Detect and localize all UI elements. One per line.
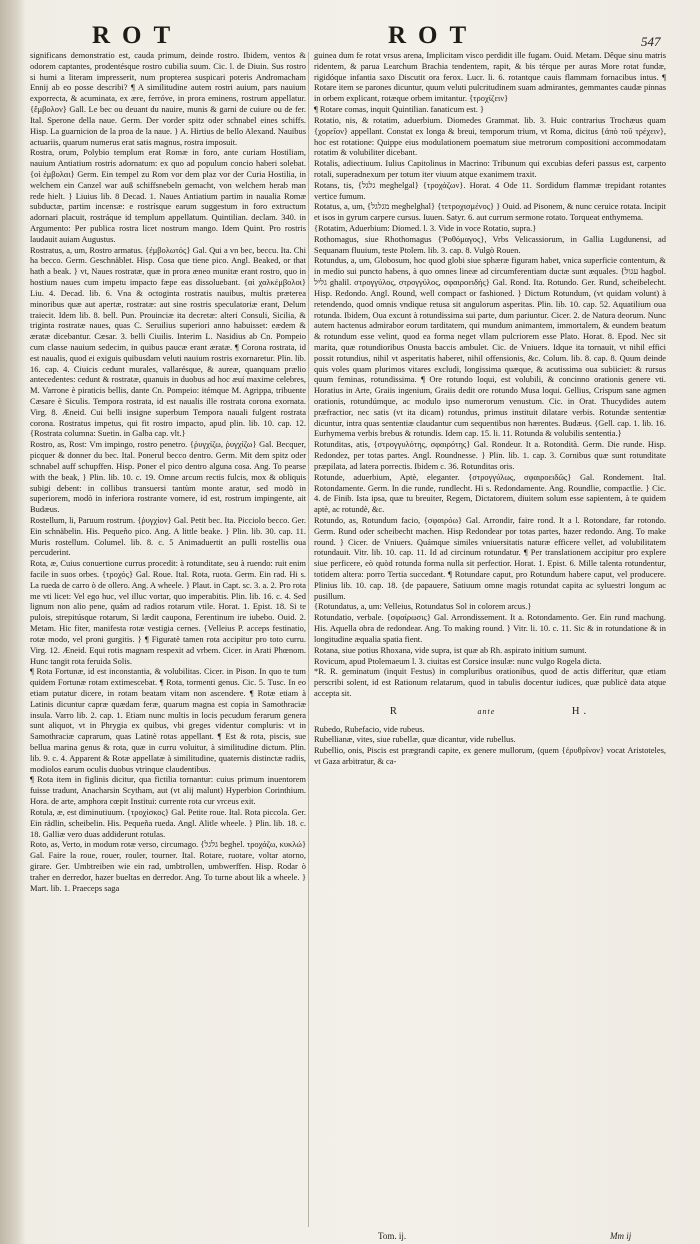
signature-mark: Mm ij (610, 1231, 632, 1241)
entry-rotunditas: Rotunditas, atis, {στρογγυλότης, σφαιρότης} Gal. Rondeur. It a. Rotondità. Germ. Die runde. Hisp. Redondez, per totas partes. Angl. Roundnesse. } Plin. lib. 1. cap. 3. Cornibus quæ sunt rotunditate præpilata, ad latera porrectis. Ibidem c. 36. Rotunditas oris. (314, 439, 666, 471)
entry-rotana: Rotana, siue potius Rhoxana, vide supra, ist quæ ab Rh. aspirato initium sumunt. (314, 644, 587, 655)
entry-rubellio: Rubellio, onis, Piscis est prægrandi capite, ex genere mullorum, (quem {ἐρυθρῖνον} vocat Aristoteles, vt Gaza arbitratur, & ca- (314, 745, 666, 766)
volume-label: Tom. ij. (378, 1231, 407, 1241)
entry-rotatus: Rotatus, a, um, {מגלגל meghelghal} {τετροχισμένος} } Ouid. ad Pisonem, & nunc ceruice rotata. Incipit et isos in gyrum carpere cursus. Iuuen. Satyr. 6. aut currum sermone rotato. Torqueat enthymema. (314, 201, 666, 223)
entry-rostellum: Rostellum, li, Paruum rostrum. {ῥυγχίον} Gal. Petit bec. Ita. Picciolo becco. Ger. Ein schnäbelin. His. Pequeño pico. Ang. A little beake. } Plin. lib. 30. cap. 11. Muris rostellum. Columel. lib. 8. c. 5 Animaduertit an pulli rostellis oua percuderint. (30, 514, 306, 558)
entry-rovicum: Rovicum, apud Ptolemaeum l. 3. ciuitas est Corsice insulæ: nunc vulgo Rogela dicta. (314, 655, 602, 666)
entry-rota-fortunae: ¶ Rota Fortunæ, id est inconstantia, & volubilitas. Cicer. in Pison. In quo te tum quidem Fortunæ rotam extimescebat. ¶ Rota, tormenti genus. Cic. 5. Tusc. In eo etiam putatur dicere, in rotam beatam vitam non ascendere. ¶ Rotæ etiam à Latinis dicuntur capræ quædam feræ, quarum magna est copia in Samothraciæ insula. Varro lib. 2. cap. 1. Etiam nunc multis in locis pecudum ferarum genera sunt aliquot, vt in Phrygia ex quibus, vbi greges videntur compluris: vt in Samothraciæ caprarum, quas Latinè rotas appellant. ¶ Est & rota, piscis, sue bellua marina genus & rota, quæ in curru voluitur, à similitudine dictum. Plin. lib. 9. c. 4. Apparent & Rotæ appellatæ à similitudine, quaternis distinctæ radiis, modiolos earum oculis duobus vtrinque claudentibus. (30, 666, 306, 774)
section-heading (314, 707, 666, 718)
section-heading-left: R (389, 705, 401, 717)
entry-rotunde: Rotunde, aduerbium, Aptè, eleganter. {στρογγύλως, σφαιροειδῶς} Gal. Rondement. Ital. Rotondamente. Germ. In die runde, rundlecht. Hi s. Redondamente. Ang. Roundlie, compactlie. } Cic. 4. de Finib. Ista ipsa, quæ tu breuiter, Regem, Dictatorem, diuitem solum esse sapientem, à te quidem aptè, ac rotundè, &c. (314, 471, 666, 515)
entry-roto-cont: guinea dum fe rotat vrsus arena, Implicitam visco perdidit ille fugam. Ouid. Metam. Dêque sinu matris ridentem, & parua Learchum Brachia tendentem, rapit, & bis térque per auras More rotat fundæ, rigidóque infantia saxo Discutit ora ferox. Lucr. li. 6. rotantque cauis flammam fornacibus intus. ¶ Rotare item se parones dicuntur, quum veluti pulcritudinem suam admirantes, gemmantes caudæ pinnas in orbem explicant, rotæque orbem imitantur. {τροχίζειν} (314, 50, 666, 104)
entry-rostratus: Rostratus, a, um, Rostro armatus. {ἐμβολωτός} Gal. Qui a vn bec, beccu. Ita. Chi ha becco. Germ. Geschnäblet. Hisp. Cosa que tiene pico. Angl. Beaked, or that hath a beak. } vt, Naues rostratæ, quæ in prora æneo munitæ erant rostro, quo in hostium naues cum impetu impacto fæpe eas dissoluebant. {αἱ χαλκέμβολοι} Liu. 4. Decad. lib. 6. Vna & octoginta rostratis nauibus, multis præterea minoribus quæ aut apertæ, rostratæ: aut sine rostris speculatoriæ erant, Delum traiecit. Idem lib. 8. bell. Pun. Prouinciæ ita decretæ: alteri Consuli, Sicilia, & triginta rostratæ naues, quas C. Seruilius superiori anno habuisset: eædem & æratæ dicebantur. Cæsar. 3. belli Ciuilis. Interim L. Nasidius ab Cn. Pompeio cum classe nauium sedecim, in quibus paucæ erant æratæ. ¶ Corona rostrata, id est naualis, quod ei exiguis quibusdam veluti nauium rostris exornaretur. Plin. lib. 16. cap. 4. Ciuicis cedunt murales, vallarésque, & aureæ, quanquam prælio antecedentes: cedunt & rostratæ, quanuis in duobus ad hoc æuí maxime celebres, M. Varrone è piraticis bellis, dante Cn. Pompeio: itémque M. Agrippa, tribuente Cæsare è Siculis. Tempora rostrata, id est naualis ille rostrata corona exornata. Virg. 8. Æneid. Cui belli insigne superbum Tempora nauali fulgent rostrata corona. Rostratus impetus, qui fit rostro impacto, apud plin. lib. 10. cap. 12. {Rostrata columna: Suetin. in Galba cap. vlt.} (30, 244, 306, 439)
left-column (30, 50, 306, 1234)
entry-rota: Rota, æ, Cuius conuertione currus procedit: à rotunditate, seu à ruendo: ruit enim facile in suos orbes. {τροχός} Gal. Roue. Ital. Rota, ruota. Germ. Ein rad. Hi s. La rueda de carro ò de ollero. Ang. A wheele. } Plaut. in Capt. sc. 3. a. 2. Pro rota me vti licet: Vel ego huc, vel illuc vortar, quo imperabitis. Plin. lib. 16. c. 4. Sed lignum non alio pene, quám ad radios rotarum vtile. Horat. 1. Epist. 18. Si te pulois, strepitúsque rotarum, Si lædit caupona, Ferentinum ire iubebo. Ouid. 2. Metam. Hic fiter, manifesta rotæ vestigia cernes. {Velleius P. acceps festinatio, rotæ modo, vel proni gurgitis. } ¶ Figuratè tamen rota accipitur pro toto curru. Virg. 12. Æneid. Equi rotis magnam respexit ad vrbem. Cicer. in Arati Phœnom. Hunc tangit rota feruida Solis. (30, 558, 306, 666)
entry-rostro: Rostro, as, Rost: Vm impingo, rostro penetro. {ῥυγχίζω, ῥυγχίζω} Gal. Becquer, picquer & donner du bec. Ital. Ponerul becco dentro. Germ. Mit dem spitz oder schnabel auff schupffen. Hisp. Poner el pico dentro alguna cosa. Ang. To pearse with the beak, } Plin. lib. 10. c. 19. Omne arcum rectis fulcis, mox & obliquis subigi debent: in collibus transuersi tantùm monte aratur, sed modò in superiorem, modò in inferiora rostrante vomere, id est, rostrum impingente, ait Budæus. (30, 439, 306, 515)
running-head-right: ROT (388, 22, 479, 49)
section-heading-middle: ante (477, 706, 496, 716)
entry-rr: *R. R. geminatum (inquit Festus) in compluribus orationibus, quod de actis differitur, quæ etiam perscribi solent, id est Rationum relatarum, quod in tabulis docentur iudices, quæ publicè data atque accepta sit. (314, 666, 666, 698)
entry-rubellianae: Rubellianæ, vites, siue rubellæ, quæ dicantur, vide rubellus. (314, 734, 516, 745)
entry-rubedo: Rubedo, Rubefacio, vide rubeus. (314, 723, 425, 734)
page-number: 547 (641, 34, 661, 49)
entry-rotundatio: Rotundatio, verbale. {σφαίρωσις} Gal. Arrondissement. It a. Rotondamento. Ger. Ein rund machung. His. Aquella obra de redondear. Ang. To making round. } Vitr. li. 10. c. 11. Sic & in rotundatione & in longitudine æqualia spatia fient. (314, 612, 666, 644)
entry-rotundo: Rotundo, as, Rotundum facio, {σφαιρόω} Gal. Arrondir, faire rond. It a l. Rotondare, far rotondo. Germ. Rund oder scheibecht machen. Hisp Redondear por totas partes, hazer redondo. Ang. To make round. } Cicer. de Vniuers. Quámque similes vniuersitatis naturæ efficere vellet, ad volubilitatem rotundauit. Vitr. lib. 10. cap. 11. Id ad circinum rotundatur. ¶ Per translationem accipitur pro explere siue perficere, eò quòd rotunda forma nulla sit perfectior. Horat. 1. Epist. 6. Mille talenta rotundentur, totidem altera: porro Tertia succedant. ¶ Rotundare caput, pro Rotundum habere caput, vel producere. Plinius lib. 10. cap. 18. {de papauere, Satiuum omne magis rotundat capita ac syluestri longum ac pusillum. (314, 514, 666, 601)
entry-rostra: Rostra, orum, Polybio templum erat Romæ in foro, ante curiam Hostiliam, nauium Antiatium rostris adornatum: ex quo ad populum concio haberi solebat. {οἱ ἐμβολαι} Germ. Ein tempel zu Rom vor dem plaz vor der Curia Hostilia, in welchem ein Canzel war auß schiffsnebeln gemacht, von welchem herab man rede hielt. } Liuius lib. 8 Decad. 1. Naues Antiatium partim in naualia Romæ subductæ, partim incensæ: e rostrísque earum suggestum in foro extructum adornari placuit, rostráque id templum appellatum. Quintilian. declam. 340. in Argumento: Per publica rostra licet nostrum mango. Idem Quint. Pro rostris laudauit auiam Augustus. (30, 147, 306, 244)
column-divider (308, 52, 309, 1227)
entry-rotula: Rotula, æ, est diminutiuum. {τροχίσκος} Gal. Petite roue. Ital. Rota piccola. Ger. Ein rädlin, scheibelin. His. Pequeña rueda. Angl. Alitle wheele. } Plin. lib. 18. c. 18. Galliæ vero duas addiderunt rotulas. (30, 806, 306, 839)
entry-roto: Roto, as, Verto, in modum rotæ verso, circumago. {גלגל beghel. τροχάζω, κυκλώ} Gal. Faire la roue, rouer, rouler, tourner. Ital. Rotare, ruotare, voltar atorno, girare. Ger. Umbtreiben wie ein rad, umbtrollen, umbwerffen. Hisp. Rodar ò traher en derredor, hazer bueltas en derredor. Ang. To turne about lik a wheele. } Mart. lib. 1. Praeceps saga (30, 839, 306, 893)
binding-gutter (0, 0, 26, 1244)
entry-rota-figlinis: ¶ Rota item in figlinis dicitur, qua fictilia tornantur: cuius primum inuentorem fuisse tradunt, Anacharsin Scytham, aut (vt alij malunt) Hyperbion Corinthium. Hora. de arte, amphora cœpit Institui: currente rota cur vrceus exit. (30, 774, 306, 807)
right-column (314, 50, 666, 1230)
entry-rotalis: Rotalis, adiectiuum. Iulius Capitolinus in Macrino: Tribunum qui excubias deferi passus est, carpento rotali, superadnexum per totum iter viuum atque exanimem traxit. (314, 158, 666, 179)
entry-rotare-comas: ¶ Rotare comas, inquit Quintilian. fanaticum est. } (314, 104, 485, 115)
running-head-left: ROT (92, 22, 183, 49)
entry-rotans: Rotans, tis, {גלגל meghelgal} {τροχάζων}. Horat. 4 Ode 11. Sordidum flammæ trepidant rotantes vertice fumum. (314, 179, 666, 201)
entry-rotatio: Rotatio, nis, & rotatim, aduerbium. Diomedes Grammat. lib. 3. Huic contrarius Trochæus quam {χορεῖον} appellant. Constat ex longa & breui, temporum trium, vt Roma, dicitus {ἀπὸ τοῦ τρέχειν}, hoc est rotatione: Quippe eius modulationem poematum siue metrorum compositioni accommodatam rotatim & volubiliter dicebant. (314, 114, 666, 158)
entry-rothomagus: Rothomagus, siue Rhothomagus {Ῥοθόμαγος}, Vrbs Velicassiorum, in Gallia Lugdunensi, ad Sequanam fluuium, teste Ptolem. lib. 3. cap. 8. Vulgò Rouen. (314, 233, 666, 255)
entry-rotatim: {Rotatim, Aduerbium: Diomed. l. 3. Vide in voce Rotatio, supra.} (314, 223, 537, 233)
entry-rostrum-cont: significans demonstratio est, cauda primum, deinde rostro. Ibidem, ventos & odorem captantes, prodentésque rostro cubilia suum. Cic. l. de Diuin. Sus rostro si humi a literam impresserit, num propterea suspicari poteris Andromacham Ennij ab eo posse describi? ¶ A similitudine autem rostri auium, pars nauium exporrecta, & acuminata, ex ære, ferróve, in prora eminens, rostrum appellatur. {ἔμβολον} Gall. Le bec ou deuant du nauire, munis & garni de cuiure ou de fer. Ital. Sperone della naue. Germ. Der vorder spitz oder schnabel eines schiffs. Hisp. La guarnicion de la proa de la naue. } A. Hirtius de bello Alexand. Nauibus actuariis, quarum numerus erat satis magnus, rostra imposuit. (30, 50, 306, 147)
entry-rotundatus: {Rotundatus, a, um: Velleius, Rotundatus Sol in colorem arcus.} (314, 601, 532, 612)
section-heading-right: H. (571, 705, 591, 717)
entry-rotundus: Rotundus, a, um, Globosum, hoc quod globi siue sphæræ figuram habet, vnica superficie contentum, & in medio sui puncto habens, à quo omnes lineæ ad circumferentiam ductæ sunt æquales. {עגול hagbol. גליל ghalil. στρογγύλος, στρογγύλος, σφαιροειδής} Gal. Rond. Ita. Rotundo. Ger. Rund, scheibelecht. Hisp. Redondo. Angl. Round, well compact or fashioned. } Dictum Rotundum, (vt quidam volunt) à retendendo, quod omnis vndique retusa sit angulorum asperitas. Plin. lib. 10. cap. 52. Aquatilium oua rotunda. Ibidem, Oua excunt à rotundissima sui parte, dum pariuntur. Cicer. 2. de Natura deorum. Nunc autem hactenus admirabor eorum tarditatem, qui mundum animantem, immortalem, & eundem beatum & rotundum esse velint, quod ea forma neget vllam pulcriorem esse Plato. Horat. 8. Epod. Nec sit marita, quæ rotundioribus Onusta baccis ambulet. Cic. de Vniuers. Idque ita tornauit, vt nihil effici possit rotundius, nihil vt asperitatis haberet, nihil offensionis, &c. Colum. lib. 8. cap. 8. Quum deinde quis voles quam plurimos vitares excludi, longissima quæque, & acutissima oua subiiciet: & rursus quum feminas, rotundissima. ¶ Ore rotundo loqui, est volubili, & concinno orationis genere vti. Horatius in Arte, Graiis ingenium, Graiis dedit ore rotundo Musa loqui. Gellius, Crispum sane agmen orationis, rotundúmque, ac modulo ipso numerorum venustum. Cic. in Orat. Thucydides autem præfractior, nec satis (vt ita dicam) rotundus, primus instituit dilatare verbis. Rotundæ sententiæ dicuntur, intra quas sententiæ claudantur cum sequentibus non hærentes. Budæus. {Gell. cap. 1. lib. 16. Eurhymema verbis brebus & rotundis. Idem cap. 15. li. 11. Rotunda & volubilis sententia.} (314, 255, 666, 439)
